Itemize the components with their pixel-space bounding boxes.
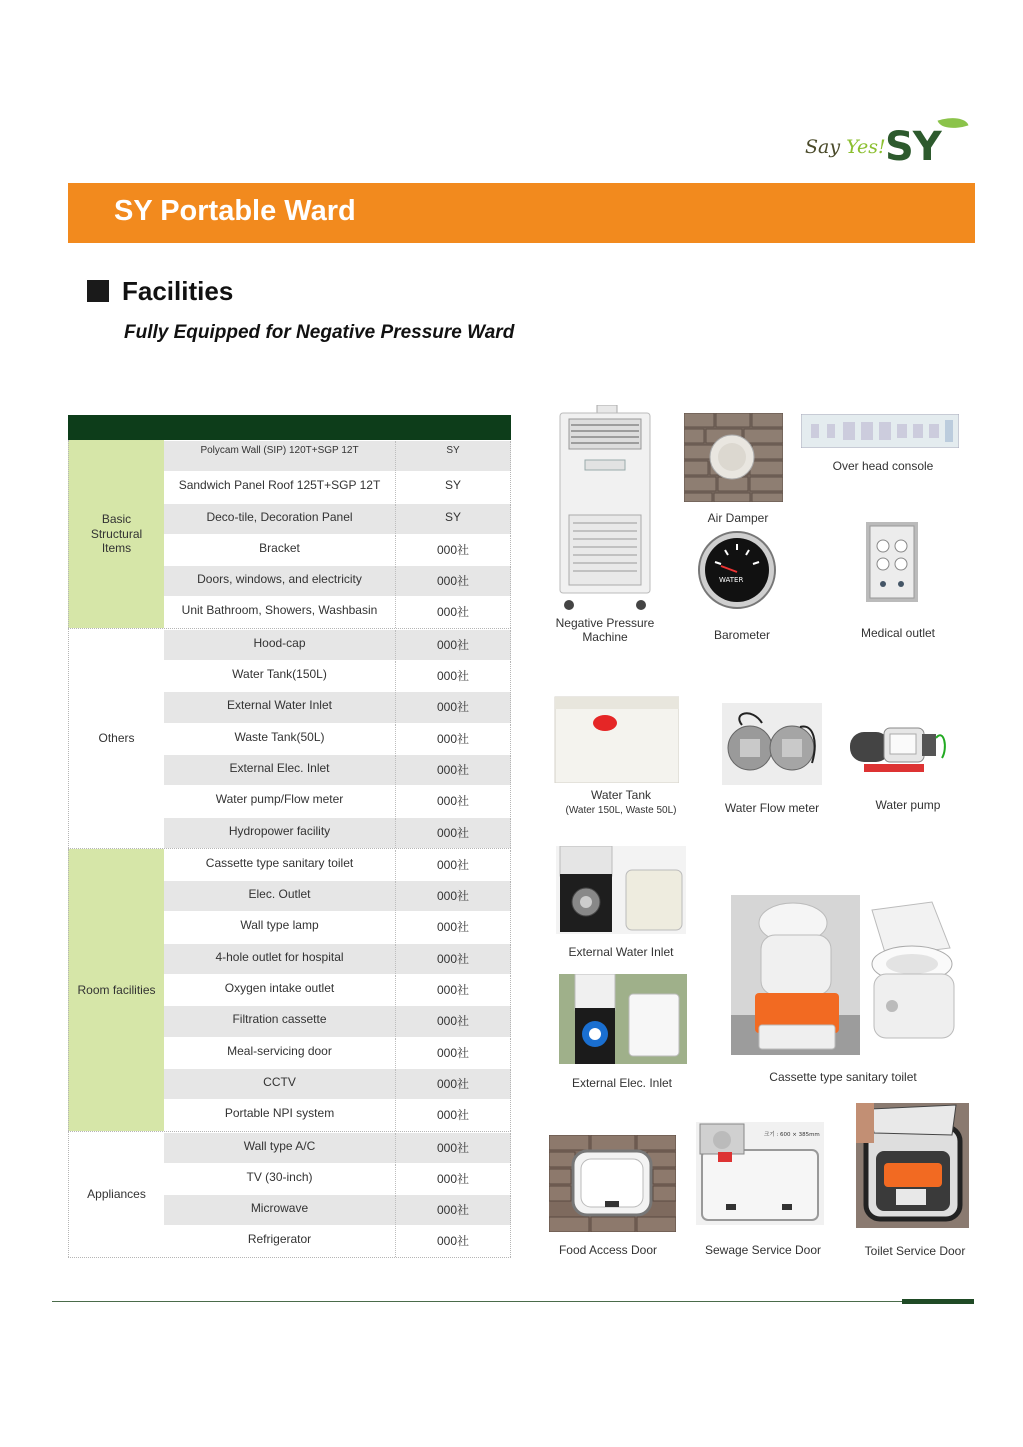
item-name: Doors, windows, and electricity xyxy=(164,566,396,596)
item-supplier: 000社 xyxy=(396,1069,511,1099)
item-name: Wall type A/C xyxy=(164,1133,396,1163)
water-tank-title: Water Tank xyxy=(590,788,652,802)
table-row xyxy=(164,1005,511,1036)
medical-outlet-image xyxy=(866,522,918,602)
air-damper-caption: Air Damper xyxy=(707,511,769,525)
item-supplier: 000社 xyxy=(396,975,511,1005)
external-elec-inlet-caption: External Elec. Inlet xyxy=(571,1076,673,1090)
water-tank-caption xyxy=(552,788,690,817)
section-subtitle: Fully Equipped for Negative Pressure Ward xyxy=(124,322,515,343)
water-pump-image xyxy=(844,718,952,778)
item-name: Waste Tank(50L) xyxy=(164,724,396,754)
footer-divider xyxy=(52,1301,974,1302)
table-row xyxy=(164,660,511,691)
item-supplier: 000社 xyxy=(396,692,511,722)
table-header xyxy=(68,415,511,440)
table-row xyxy=(164,534,511,565)
item-supplier: 000社 xyxy=(396,630,511,660)
item-supplier: 000社 xyxy=(396,1006,511,1036)
table-row xyxy=(164,754,511,785)
item-supplier: 000社 xyxy=(396,661,511,691)
door-size-label: 크기 : 600 × 385mm xyxy=(764,1132,820,1138)
item-supplier: SY xyxy=(396,441,511,471)
table-group xyxy=(68,849,511,1132)
title-banner xyxy=(68,183,975,243)
water-flow-meter-image xyxy=(722,703,822,785)
item-supplier: 000社 xyxy=(396,597,511,627)
table-row xyxy=(164,596,511,627)
item-name: Bracket xyxy=(164,535,396,565)
negative-pressure-machine-image xyxy=(555,405,655,615)
item-supplier: 000社 xyxy=(396,1164,511,1194)
section-title: Facilities xyxy=(122,276,234,306)
item-name: Cassette type sanitary toilet xyxy=(164,850,396,880)
barometer-caption: Barometer xyxy=(713,628,771,642)
footer-accent-bar xyxy=(902,1299,974,1304)
table-row xyxy=(164,723,511,754)
food-access-door-caption: Food Access Door xyxy=(558,1243,658,1257)
item-name: Hydropower facility xyxy=(164,818,396,848)
table-row xyxy=(164,629,511,660)
table-row xyxy=(164,565,511,596)
item-name: Hood-cap xyxy=(164,630,396,660)
item-supplier: 000社 xyxy=(396,818,511,848)
item-supplier: 000社 xyxy=(396,850,511,880)
leaf-icon xyxy=(938,112,969,134)
item-supplier: 000社 xyxy=(396,1133,511,1163)
table-row xyxy=(164,1132,511,1163)
table-row xyxy=(164,911,511,942)
table-row xyxy=(164,880,511,911)
item-supplier: 000社 xyxy=(396,755,511,785)
water-tank-image xyxy=(547,693,679,783)
item-supplier: 000社 xyxy=(396,881,511,911)
item-name: External Water Inlet xyxy=(164,692,396,722)
item-name: Refrigerator xyxy=(164,1226,396,1256)
table-row xyxy=(164,503,511,534)
item-name: Polycam Wall (SIP) 120T+SGP 12T xyxy=(164,441,396,471)
page-title: SY Portable Ward xyxy=(114,195,356,227)
external-elec-inlet-image xyxy=(559,974,687,1064)
table-row xyxy=(164,471,511,502)
air-damper-image xyxy=(684,413,783,502)
group-label: Others xyxy=(68,629,164,848)
table-row xyxy=(164,849,511,880)
group-label: Room facilities xyxy=(68,849,164,1131)
item-supplier: 000社 xyxy=(396,535,511,565)
item-name: Wall type lamp xyxy=(164,912,396,942)
item-name: Elec. Outlet xyxy=(164,881,396,911)
square-bullet-icon xyxy=(87,280,109,302)
logo-say-yes-text: Say Yes! xyxy=(805,136,886,158)
item-supplier: 000社 xyxy=(396,944,511,974)
toilet-service-door-caption: Toilet Service Door xyxy=(864,1244,966,1258)
item-name: Sandwich Panel Roof 125T+SGP 12T xyxy=(164,472,396,502)
barometer-image xyxy=(697,530,777,610)
table-row xyxy=(164,974,511,1005)
water-pump-caption: Water pump xyxy=(875,798,941,812)
external-water-inlet-caption: External Water Inlet xyxy=(568,945,674,959)
table-row xyxy=(164,440,511,471)
over-head-console-image xyxy=(801,414,959,448)
item-name: Water Tank(150L) xyxy=(164,661,396,691)
item-supplier: 000社 xyxy=(396,1226,511,1256)
table-row xyxy=(164,943,511,974)
table-row xyxy=(164,1068,511,1099)
table-row xyxy=(164,1037,511,1068)
item-supplier: 000社 xyxy=(396,1100,511,1130)
table-row xyxy=(164,1163,511,1194)
item-name: 4-hole outlet for hospital xyxy=(164,944,396,974)
item-name: TV (30-inch) xyxy=(164,1164,396,1194)
item-supplier: 000社 xyxy=(396,566,511,596)
group-label: Basic Structural Items xyxy=(68,440,164,628)
table-group xyxy=(68,440,511,629)
food-access-door-image xyxy=(549,1135,676,1232)
negative-pressure-caption: Negative Pressure Machine xyxy=(555,616,655,645)
sewage-service-door-image xyxy=(696,1122,824,1225)
toilet-service-door-image xyxy=(856,1103,969,1228)
item-name: Deco-tile, Decoration Panel xyxy=(164,504,396,534)
group-label: Appliances xyxy=(68,1132,164,1257)
cassette-toilet-caption: Cassette type sanitary toilet xyxy=(769,1070,917,1084)
over-head-console-caption: Over head console xyxy=(832,459,934,473)
facilities-table xyxy=(68,415,511,1258)
cassette-toilet-image-2 xyxy=(862,898,970,1048)
item-supplier: SY xyxy=(396,472,511,502)
item-supplier: SY xyxy=(396,504,511,534)
item-name: Oxygen intake outlet xyxy=(164,975,396,1005)
item-name: Microwave xyxy=(164,1195,396,1225)
table-row xyxy=(164,817,511,848)
item-supplier: 000社 xyxy=(396,912,511,942)
water-tank-note: (Water 150L, Waste 50L) xyxy=(565,805,677,817)
item-name: Water pump/Flow meter xyxy=(164,786,396,816)
item-supplier: 000社 xyxy=(396,724,511,754)
logo-sy-text: SY xyxy=(885,124,941,170)
table-row xyxy=(164,1099,511,1130)
item-supplier: 000社 xyxy=(396,1195,511,1225)
item-name: Filtration cassette xyxy=(164,1006,396,1036)
item-name: Meal-servicing door xyxy=(164,1038,396,1068)
external-water-inlet-image xyxy=(556,846,686,934)
table-row xyxy=(164,1194,511,1225)
item-name: Portable NPI system xyxy=(164,1100,396,1130)
company-logo xyxy=(805,112,975,168)
table-row xyxy=(164,785,511,816)
item-name: External Elec. Inlet xyxy=(164,755,396,785)
item-supplier: 000社 xyxy=(396,786,511,816)
sewage-service-door-caption: Sewage Service Door xyxy=(704,1243,822,1257)
barometer-dial-label: WATER xyxy=(719,576,744,584)
item-supplier: 000社 xyxy=(396,1038,511,1068)
medical-outlet-caption: Medical outlet xyxy=(860,626,936,640)
cassette-toilet-image-1 xyxy=(731,895,860,1055)
table-group xyxy=(68,629,511,849)
item-name: CCTV xyxy=(164,1069,396,1099)
table-group xyxy=(68,1132,511,1258)
table-row xyxy=(164,1225,511,1256)
table-row xyxy=(164,691,511,722)
item-name: Unit Bathroom, Showers, Washbasin xyxy=(164,597,396,627)
water-flow-meter-caption: Water Flow meter xyxy=(724,801,820,815)
